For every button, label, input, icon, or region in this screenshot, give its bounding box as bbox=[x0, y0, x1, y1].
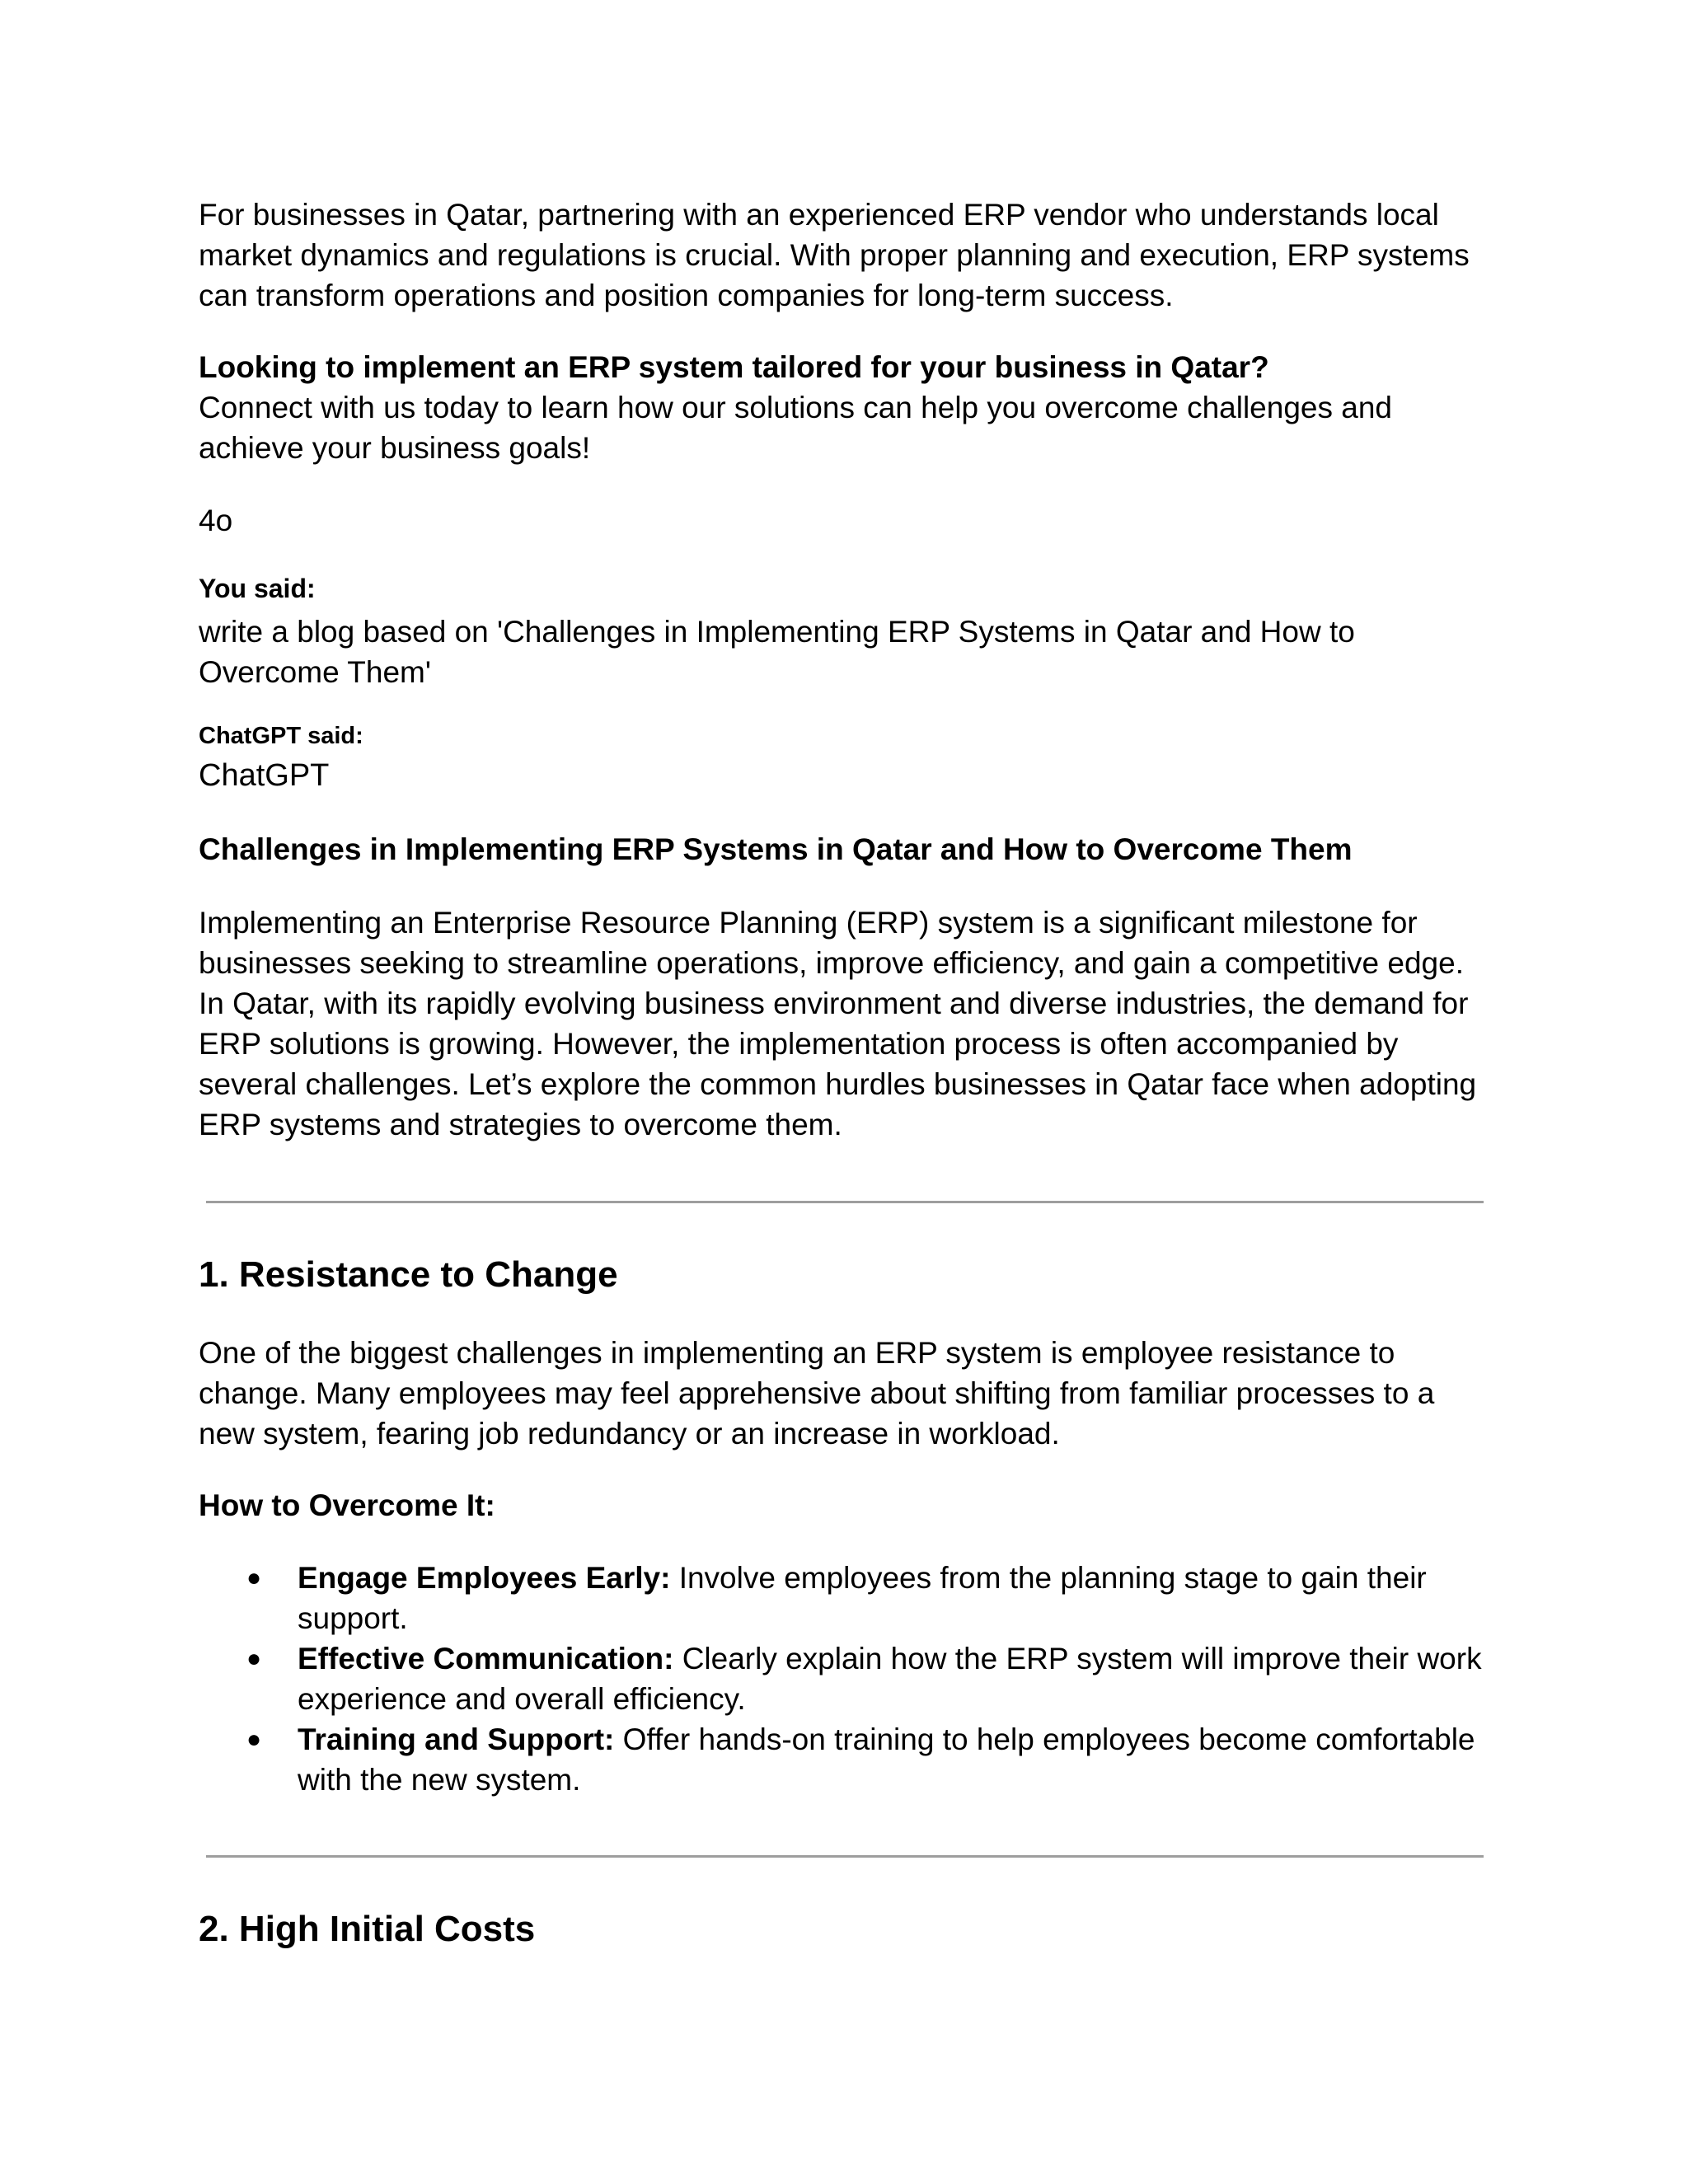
section1-bullet-list bbox=[199, 1558, 1493, 1800]
cta-heading: Looking to implement an ERP system tailored for your business in Qatar? bbox=[199, 350, 1269, 384]
bullet-text: Offer hands-on training to help employees become comfortable with the new system. bbox=[298, 1722, 1475, 1797]
assistant-turn-label: ChatGPT said: bbox=[199, 723, 363, 749]
bullet-title: Engage Employees Early: bbox=[298, 1561, 671, 1595]
model-tag: 4o bbox=[199, 504, 233, 537]
section2-heading: 2. High Initial Costs bbox=[199, 1909, 536, 1949]
blog-title: Challenges in Implementing ERP Systems in Qatar and How to Overcome Them bbox=[199, 832, 1353, 866]
bullet-icon: ● bbox=[246, 1726, 262, 1753]
cta-body: Connect with us today to learn how our solutions can help you overcome challenges and achieve your business goals! bbox=[199, 391, 1392, 465]
intro-paragraph: For businesses in Qatar, partnering with an experienced ERP vendor who understands local market dynamics and regulations is crucial. With proper planning and execution, ERP systems can transform operations and position companies for long-term success. bbox=[199, 198, 1470, 312]
bullet-text: Involve employees from the planning stage to gain their support. bbox=[298, 1561, 1427, 1635]
user-turn-label: You said: bbox=[199, 574, 316, 603]
section1-heading: 1. Resistance to Change bbox=[199, 1254, 618, 1295]
bullet-title: Training and Support: bbox=[298, 1722, 615, 1756]
section1-subheading: How to Overcome It: bbox=[199, 1488, 495, 1522]
section1-body: One of the biggest challenges in implementing an ERP system is employee resistance to change. Many employees may feel apprehensive about shifting from familiar processes to a new system, fearing job redundancy or an increase in workload. bbox=[199, 1336, 1435, 1451]
assistant-name: ChatGPT bbox=[199, 758, 330, 793]
user-message: write a blog based on 'Challenges in Implementing ERP Systems in Qatar and How to Overcome Them' bbox=[199, 615, 1355, 689]
list-item bbox=[199, 1719, 1493, 1800]
cta-block bbox=[199, 347, 1493, 468]
bullet-icon: ● bbox=[246, 1564, 262, 1591]
blog-intro: Implementing an Enterprise Resource Planning (ERP) system is a significant milestone for businesses seeking to streamline operations, improve efficiency, and gain a competitive edge. In Qatar, with its rapidly evolving business environment and diverse industries, the demand for ERP solutions is growing. However, the implementation process is often accompanied by several challenges. Let’s explore the common hurdles businesses in Qatar face when adopting ERP systems and strategies to overcome them. bbox=[199, 906, 1477, 1141]
list-item bbox=[199, 1558, 1493, 1638]
section-divider bbox=[206, 1201, 1484, 1203]
bullet-icon: ● bbox=[246, 1645, 262, 1672]
list-item bbox=[199, 1638, 1493, 1719]
section-divider bbox=[206, 1855, 1484, 1858]
bullet-text: Clearly explain how the ERP system will improve their work experience and overall efficiency. bbox=[298, 1642, 1482, 1716]
bullet-title: Effective Communication: bbox=[298, 1642, 674, 1675]
